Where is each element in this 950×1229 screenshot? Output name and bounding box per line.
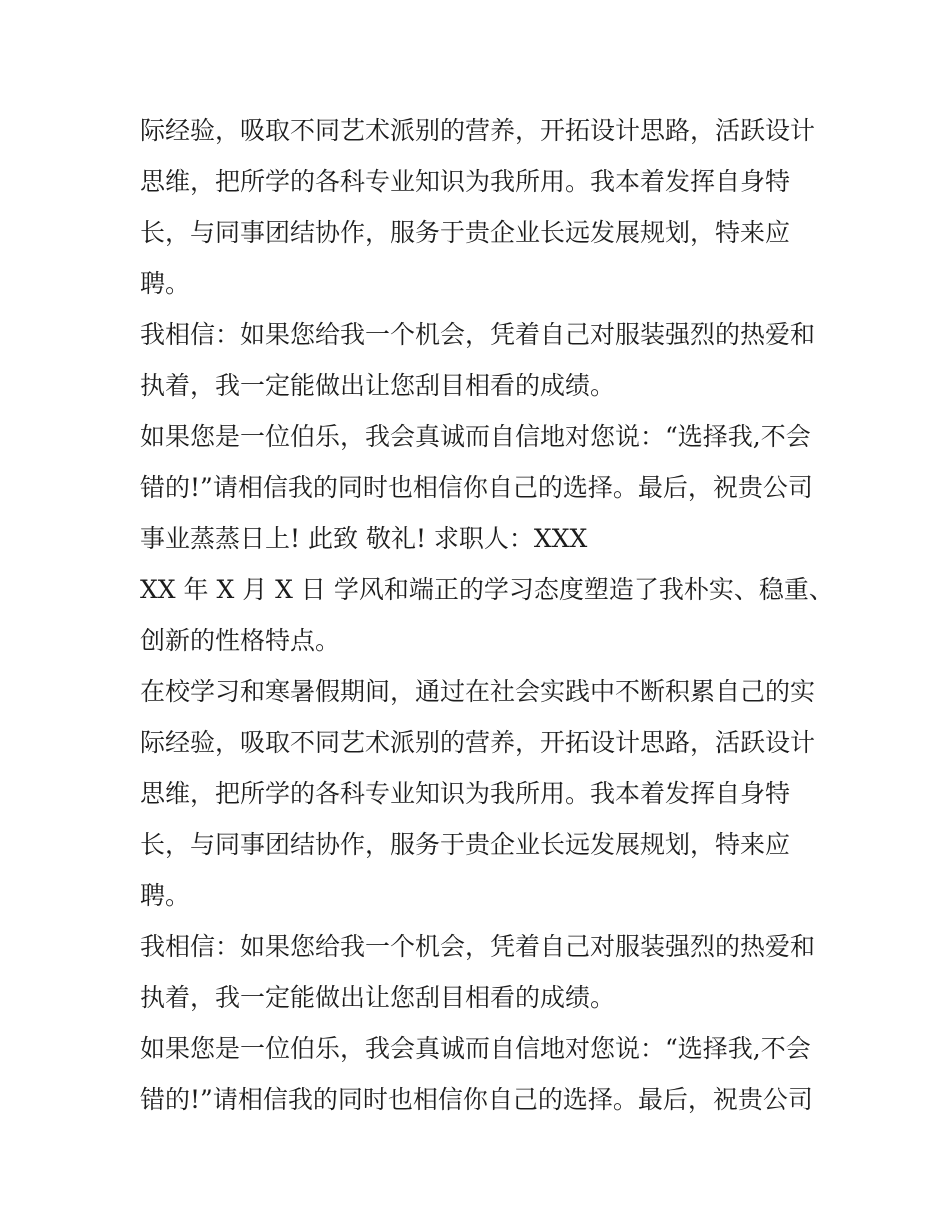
text-line: 聘。 [140, 269, 191, 298]
text-line: 际经验，吸取不同艺术派别的营养，开拓设计思路，活跃设计 [140, 116, 816, 145]
text-line: 事业蒸蒸日上! 此致 敬礼! 求职人：XXX [140, 524, 588, 553]
text-line: 如果您是一位伯乐，我会真诚而自信地对您说：“选择我,不会 [140, 422, 811, 451]
text-line: 错的!”请相信我的同时也相信你自己的选择。最后，祝贵公司 [140, 1085, 813, 1114]
text-line: 聘。 [140, 881, 191, 910]
text-line: 创新的性格特点。 [140, 626, 341, 655]
document-body [140, 105, 834, 1125]
text-line: 在校学习和寒暑假期间，通过在社会实践中不断积累自己的实 [140, 677, 816, 706]
text-line: 错的!”请相信我的同时也相信你自己的选择。最后，祝贵公司 [140, 473, 813, 502]
text-line: 如果您是一位伯乐，我会真诚而自信地对您说：“选择我,不会 [140, 1034, 811, 1063]
text-line: 际经验，吸取不同艺术派别的营养，开拓设计思路，活跃设计 [140, 728, 816, 757]
text-line: 执着，我一定能做出让您刮目相看的成绩。 [140, 983, 616, 1012]
text-line: XX 年 X 月 X 日 学风和端正的学习态度塑造了我朴实、稳重、 [140, 575, 834, 604]
text-line: 思维，把所学的各科专业知识为我所用。我本着发挥自身特 [140, 167, 791, 196]
text-line: 长，与同事团结协作，服务于贵企业长远发展规划，特来应 [140, 830, 791, 859]
text-line: 执着，我一定能做出让您刮目相看的成绩。 [140, 371, 616, 400]
text-line: 思维，把所学的各科专业知识为我所用。我本着发挥自身特 [140, 779, 791, 808]
text-line: 长，与同事团结协作，服务于贵企业长远发展规划，特来应 [140, 218, 791, 247]
text-line: 我相信：如果您给我一个机会，凭着自己对服装强烈的热爱和 [140, 320, 816, 349]
text-line: 我相信：如果您给我一个机会，凭着自己对服装强烈的热爱和 [140, 932, 816, 961]
